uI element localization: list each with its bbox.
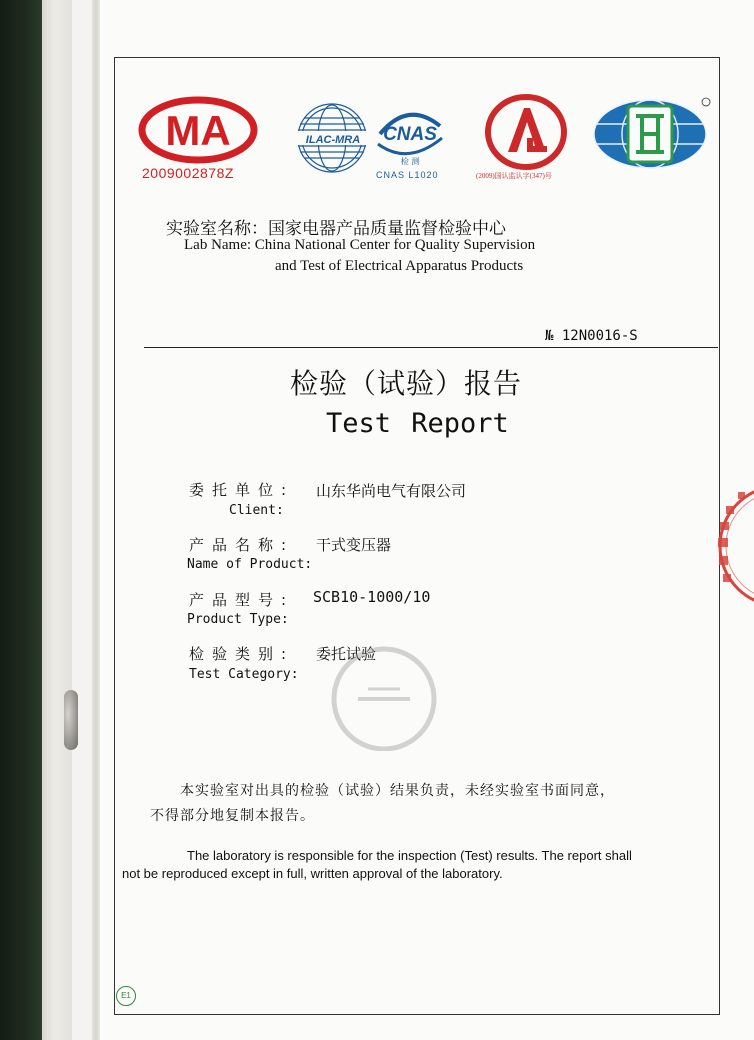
cnas-logo <box>368 104 450 170</box>
lab-name-cn: 实验室名称：国家电器产品质量监督检验中心 <box>166 219 506 239</box>
notice-en-line1: The laboratory is responsible for the inspection (Test) results. The report shall <box>187 848 632 863</box>
test-category-label-cn: 检验类别: <box>189 645 295 663</box>
notice-cn-line2: 不得部分地复制本报告。 <box>150 808 315 824</box>
binder-edge <box>42 0 72 1040</box>
svg-text:检 测: 检 测 <box>400 157 420 166</box>
report-title-en: Test Report <box>326 408 509 439</box>
binder-ring <box>64 690 78 750</box>
svg-text:ILAC-MRA: ILAC-MRA <box>305 134 361 146</box>
test-category-label-en: Test Category: <box>189 667 299 682</box>
client-value: 山东华尚电气有限公司 <box>316 482 467 500</box>
ma-code: 2009002878Z <box>142 165 234 181</box>
ilac-mra-logo <box>292 98 374 176</box>
notice-en-line2: not be reproduced except in full, written approval of the laboratory. <box>122 866 503 881</box>
faint-seal-stamp <box>318 641 448 751</box>
product-name-label-en: Name of Product: <box>187 557 313 572</box>
product-type-value: SCB10-1000/10 <box>313 588 431 606</box>
ccc-logo <box>590 96 712 172</box>
header-divider <box>144 347 718 348</box>
product-name-label-cn: 产品名称: <box>189 536 295 554</box>
test-category-value: 委托试验 <box>316 645 377 663</box>
cnas-code: CNAS L1020 <box>376 170 439 180</box>
notice-cn-line1: 本实验室对出具的检验（试验）结果负责，未经实验室书面同意， <box>180 783 615 799</box>
report-number: № 12N0016-S <box>545 328 638 344</box>
ma-logo <box>138 96 258 164</box>
product-type-label-en: Product Type: <box>187 612 289 627</box>
product-type-label-cn: 产品型号: <box>189 591 295 609</box>
red-seal-stamp <box>708 484 754 608</box>
lab-name-en-line1: Lab Name: China National Center for Quality Supervision <box>184 237 536 253</box>
page-fold <box>92 0 100 1040</box>
lab-name-en-line2: and Test of Electrical Apparatus Products <box>275 258 524 274</box>
cal-logo <box>482 94 572 172</box>
report-title-cn: 检验（试验）报告 <box>290 367 523 400</box>
product-name-value: 干式变压器 <box>316 536 392 554</box>
binder-spine <box>0 0 42 1040</box>
svg-text:MA: MA <box>165 107 231 154</box>
svg-text:CNAS: CNAS <box>383 124 437 145</box>
client-label-cn: 委托单位: <box>189 481 295 499</box>
cal-code: (2009)国认监认字(347)号 <box>476 172 552 180</box>
footer-mark: E1 <box>116 986 136 1006</box>
client-label-en: Client: <box>229 503 284 518</box>
